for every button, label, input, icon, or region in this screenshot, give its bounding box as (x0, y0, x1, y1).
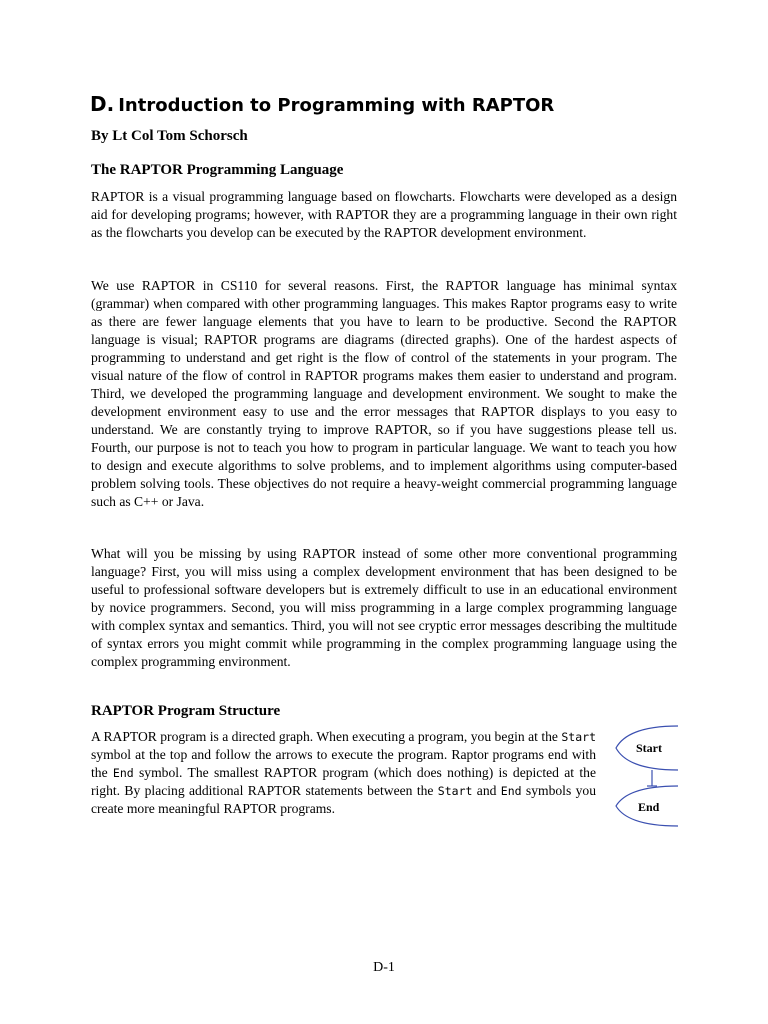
code-end-2: End (500, 784, 522, 798)
code-end: End (112, 766, 134, 780)
paragraph-reasons: We use RAPTOR in CS110 for several reasons. First, the RAPTOR language has minimal syntax (grammar) when compared with other programming languages. This makes Raptor programs easy to write as there are fewer language elements that you have to learn to be productive. Second the RAPTOR language is visual; RAPTOR programs are diagrams (directed graphs). One of the hardest aspects of programming to understand and get right is the flow of control of the statements in your program. The visual nature of the flow of control in RAPTOR programs makes them easier to understand and program. Third, we developed the programming language and development environment. We sought to make the development environment easy to use and the error messages that RAPTOR displays to you easy to understand. We are constantly trying to improve RAPTOR, so if you have suggestions please tell us. Fourth, our purpose is not to teach you how to program in particular language. We want to teach you how to design and execute algorithms to solve problems, and to implement algorithms using computer-based problem solving tools. These objectives do not require a heavy-weight commercial programming language such as C++ or Java. (91, 278, 677, 509)
end-label: End (638, 800, 660, 814)
structure-text-3: symbol. The smallest RAPTOR program (which does nothing) is depicted at the right. By placing additional RAPTOR statements between the (91, 765, 596, 798)
chapter-letter: D. (90, 92, 115, 116)
author-byline: By Lt Col Tom Schorsch (91, 128, 248, 144)
chapter-title-text: Introduction to Programming with RAPTOR (118, 95, 555, 116)
paragraph-missing: What will you be missing by using RAPTOR instead of some other more conventional programming language? First, you will miss using a complex development environment that has been designed to be useful to professional software developers but is extremely difficult to use in an educational environment by novice programmers. Second, you will miss programming in a large complex programming language with complex syntax and semantics. Third, you will not see cryptic error messages describing the multitude of syntax errors you might commit while programming in the complex programming language using the complex programming environment. (91, 546, 677, 669)
chapter-title (90, 92, 554, 116)
code-start-2: Start (437, 784, 473, 798)
paragraph-structure (91, 728, 596, 818)
structure-text-4: and (476, 783, 497, 798)
paragraph-intro: RAPTOR is a visual programming language based on flowcharts. Flowcharts were developed as a design aid for developing programs; however, with RAPTOR they are a programming language in their own right as the flowcharts you develop can be executed by the RAPTOR development environment. (91, 189, 677, 240)
page-number: D-1 (373, 960, 395, 975)
start-label: Start (636, 741, 662, 755)
structure-text-1: A RAPTOR program is a directed graph. When executing a program, you begin at the (91, 729, 558, 744)
section-heading-structure: RAPTOR Program Structure (91, 703, 281, 719)
structure-text-2: symbol at the top and follow the arrows to execute the program. Raptor programs end with the (91, 747, 596, 780)
structure-text-5: symbols you create more meaningful RAPTOR programs. (91, 783, 596, 816)
code-start: Start (561, 730, 596, 744)
section-heading-language: The RAPTOR Programming Language (91, 162, 344, 178)
minimal-program-flowchart (608, 722, 686, 832)
